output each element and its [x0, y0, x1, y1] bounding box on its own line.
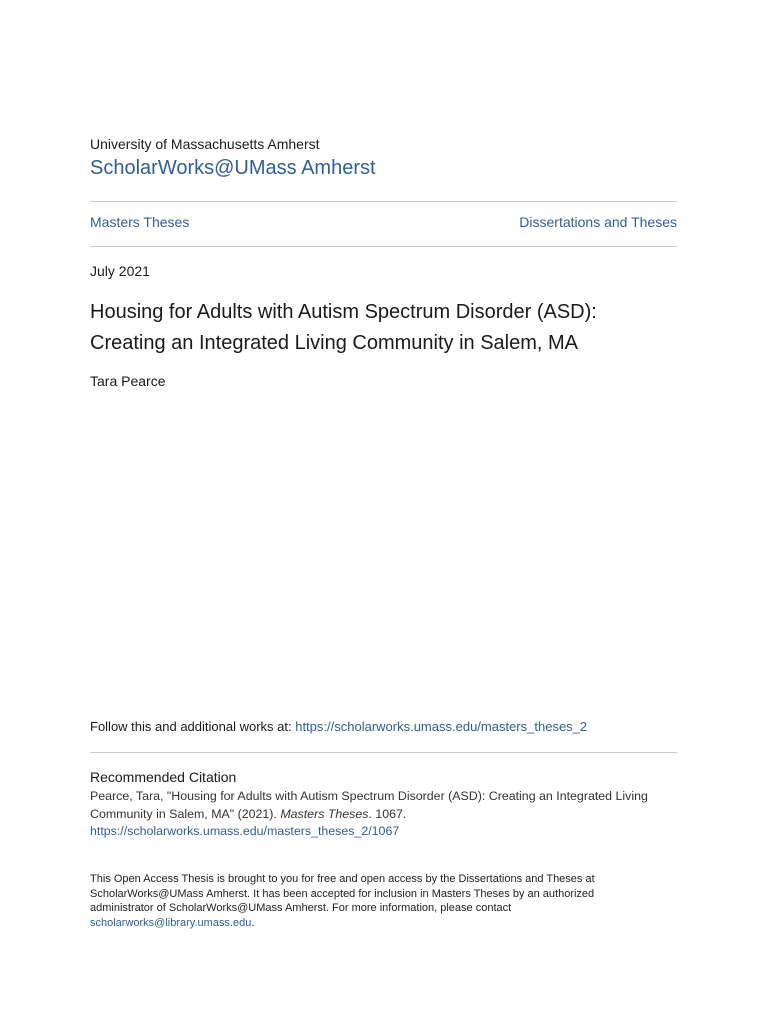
publication-date: July 2021 — [90, 263, 150, 279]
citation-part-2: . 1067. — [368, 806, 407, 821]
divider — [90, 246, 677, 247]
title-line-2: Creating an Integrated Living Community in Salem, MA — [90, 332, 579, 354]
contact-email-link[interactable]: scholarworks@library.umass.edu — [90, 916, 252, 929]
title-line-1: Housing for Adults with Autism Spectrum Disorder (ASD): — [90, 301, 597, 323]
document-title — [90, 297, 690, 359]
citation-series: Masters Theses — [280, 806, 369, 821]
recommended-citation-heading: Recommended Citation — [90, 769, 237, 785]
repository-link[interactable]: ScholarWorks@UMass Amherst — [90, 157, 376, 179]
citation-url-link[interactable]: https://scholarworks.umass.edu/masters_theses_2/1067 — [90, 824, 400, 838]
follow-text: Follow this and additional works at: — [90, 719, 296, 734]
institution-name: University of Massachusetts Amherst — [90, 136, 320, 152]
follow-url-link[interactable]: https://scholarworks.umass.edu/masters_theses_2 — [295, 719, 588, 734]
citation-part-1: Pearce, Tara, "Housing for Adults with Autism Spectrum Disorder (ASD): Creating an Integrated Living Community in Salem, MA" (2021). — [90, 789, 648, 821]
follow-line — [90, 719, 587, 734]
open-access-notice — [90, 872, 650, 930]
access-end: . — [251, 916, 255, 929]
divider — [90, 201, 677, 202]
collection-link[interactable]: Dissertations and Theses — [519, 214, 677, 230]
access-text: This Open Access Thesis is brought to you for free and open access by the Dissertations and Theses at ScholarWorks@UMass Amherst. It has been accepted for inclusion in Masters Theses by an authorized administrator of ScholarWorks@UMass Amherst. For more information, please contact — [90, 873, 595, 915]
series-link[interactable]: Masters Theses — [90, 214, 190, 230]
divider — [90, 752, 677, 753]
author-name: Tara Pearce — [90, 373, 166, 389]
citation-text — [90, 788, 680, 841]
